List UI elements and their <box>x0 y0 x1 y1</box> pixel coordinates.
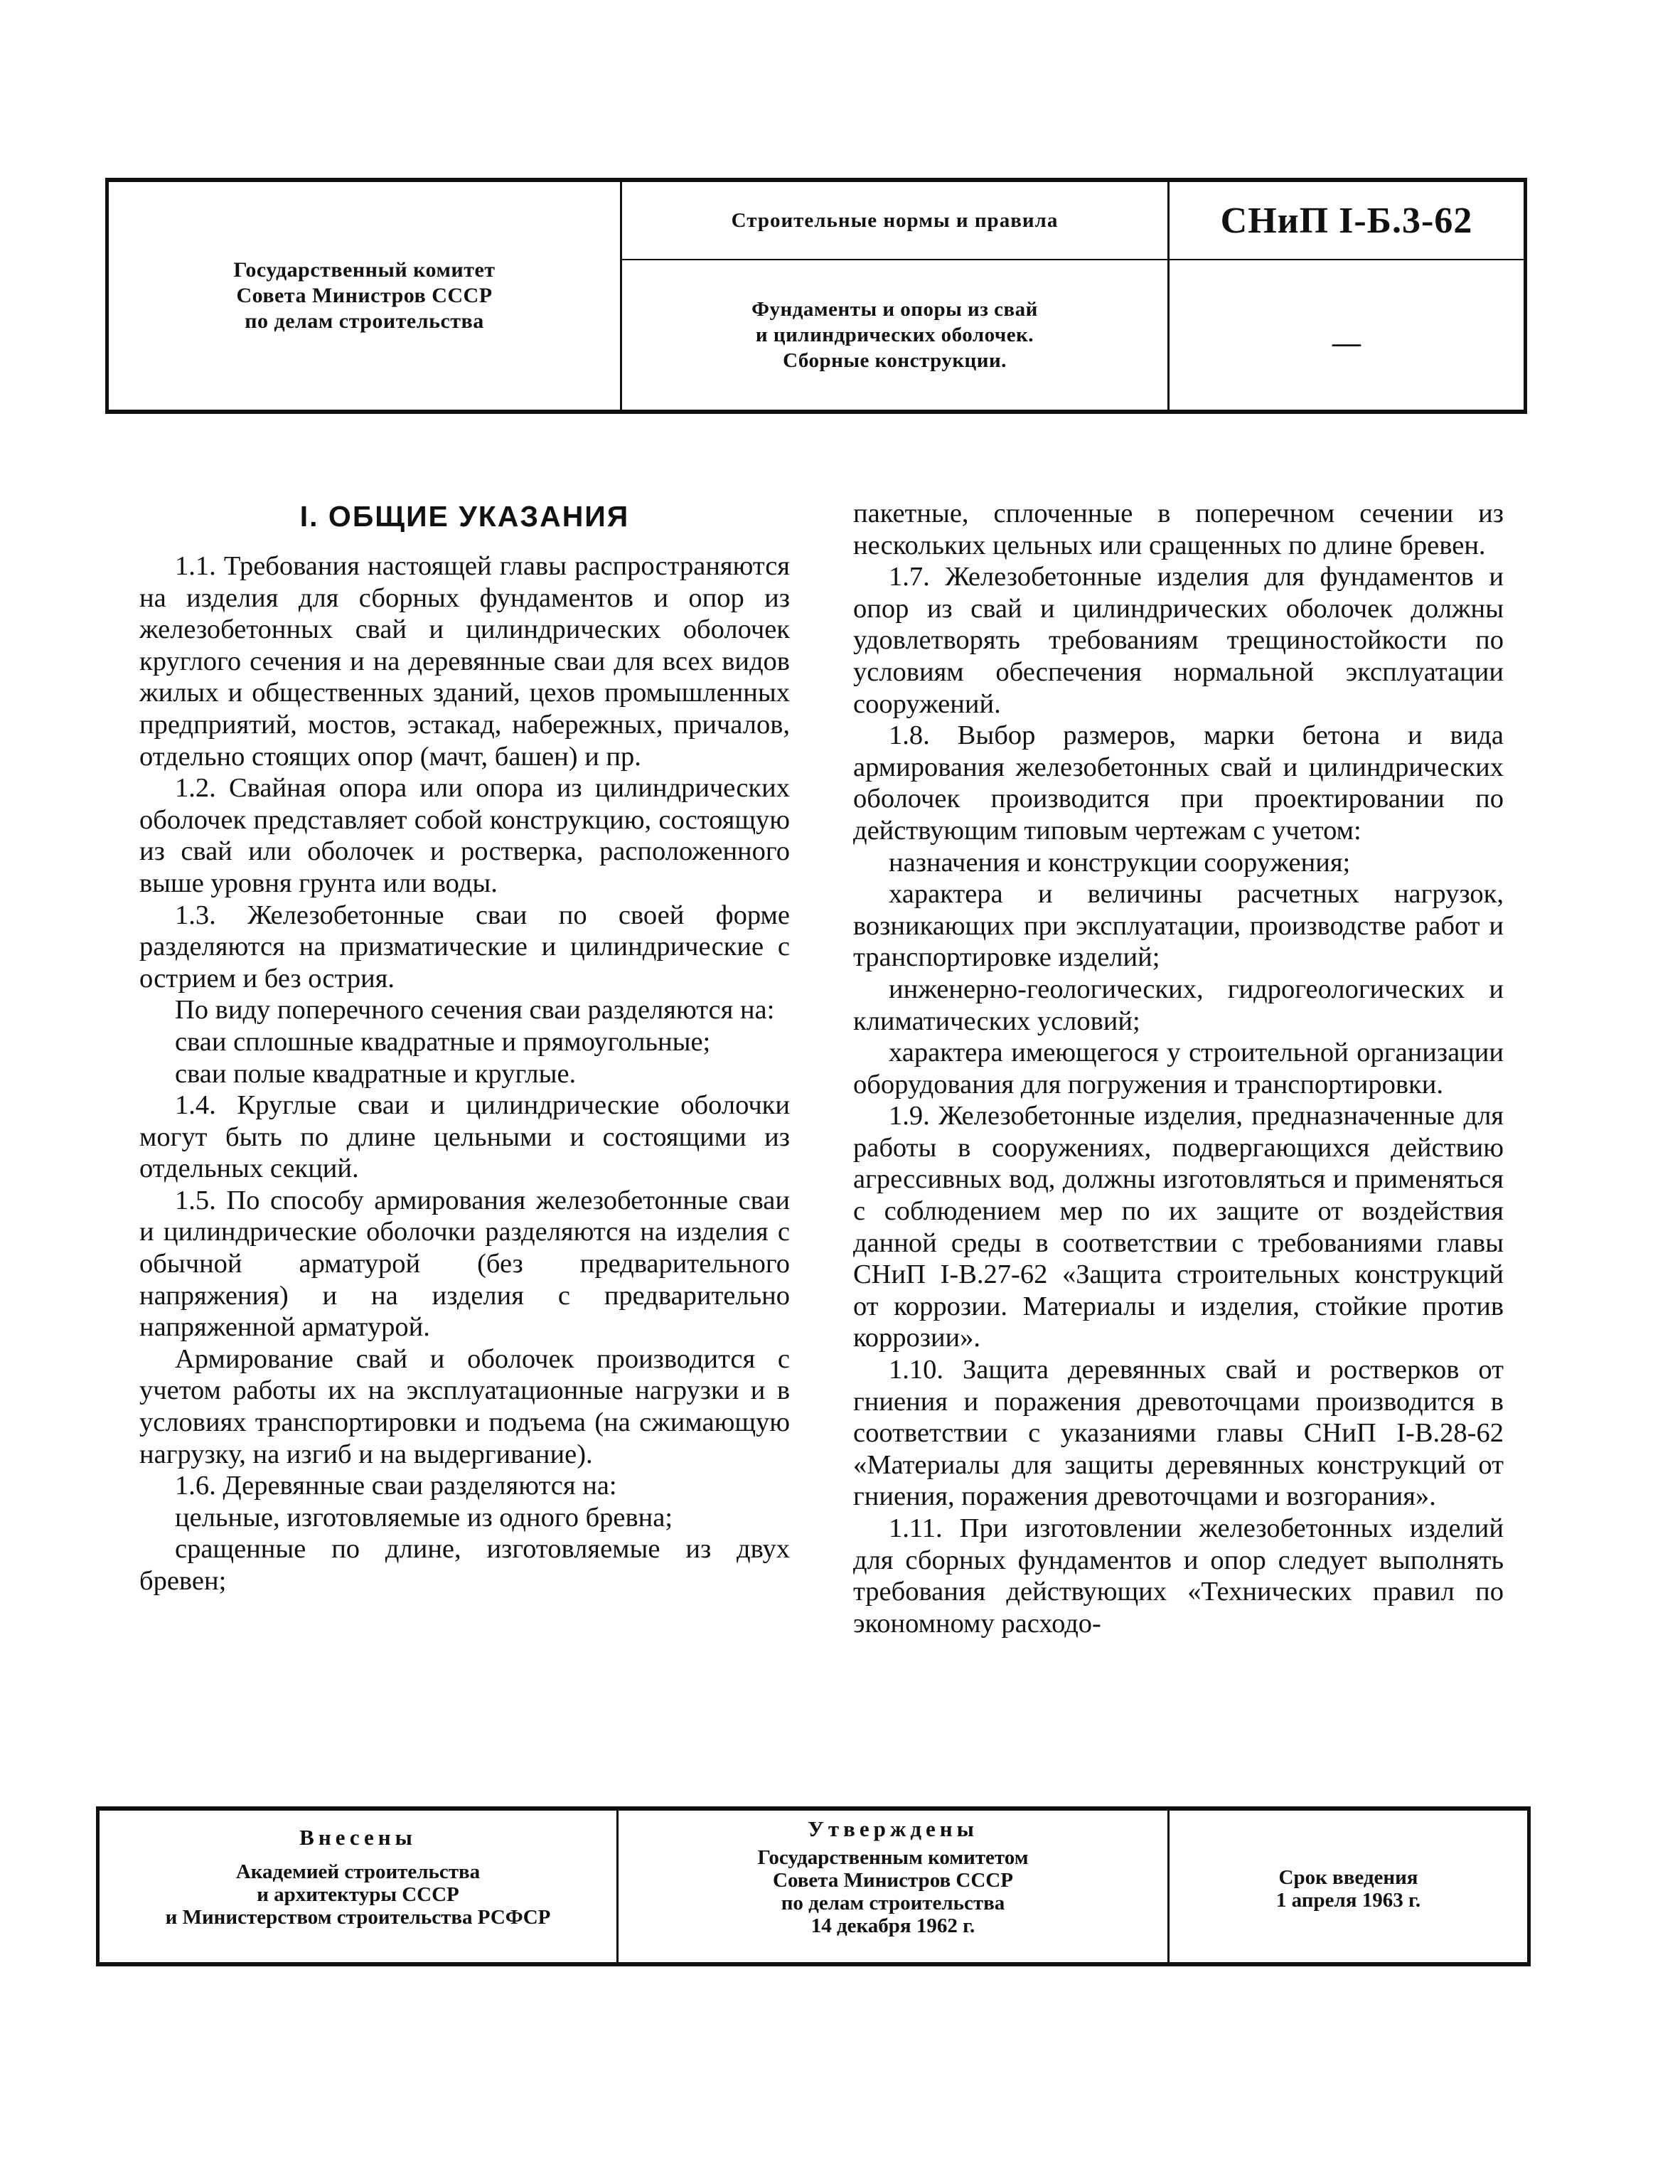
effective-date: 1 апреля 1963 г. <box>1275 1889 1421 1912</box>
submitted-heading: Внесены <box>299 1825 417 1850</box>
paragraph: 1.2. Свайная опора или опора из цилиндрических оболочек представляет собой конструкцию, состоящую из свай или оболочек и ростверка, расположенного выше уровня грунта или воды. <box>139 773 790 898</box>
approved-line: Совета Министров СССР <box>773 1869 1013 1892</box>
paragraph-continuation: пакетные, сплоченные в поперечном сечении из нескольких цельных или сращенных по длине бревен. <box>853 499 1504 560</box>
paragraph: 1.8. Выбор размеров, марки бетона и вида армирования железобетонных свай и цилиндрических оболочек производится при проектировании по действующим типовым чертежам с учетом: <box>853 720 1504 846</box>
issuing-committee-cell <box>109 182 622 410</box>
issuing-committee <box>233 257 495 334</box>
subject-line: и цилиндрических оболочек. <box>755 324 1034 346</box>
approved-by-cell <box>619 1811 1170 1962</box>
left-paragraphs <box>139 550 790 1597</box>
paragraph: сваи полые квадратные и круглые. <box>175 1058 577 1089</box>
paragraph: 1.1. Требования настоящей главы распространяются на изделия для сборных фундаментов и опор из железобетонных свай и цилиндрических оболочек круглого сечения и на деревянные сваи для всех видов жилых и общественных зданий, цехов промышленных предприятий, мостов, эстакад, набережных, причалов, отдельно стоящих опор (мачт, башен) и пр. <box>139 551 790 772</box>
norms-title-cell <box>622 182 1167 260</box>
subject-line: Фундаменты и опоры из свай <box>751 298 1038 321</box>
paragraph: инженерно-геологических, гидрогеологических и климатических условий; <box>853 974 1504 1036</box>
effective-date-cell <box>1170 1811 1527 1962</box>
paragraph: Армирование свай и оболочек производится с учетом работы их на эксплуатационные нагрузки и в условиях транспортировки и подъема (на сжимающую нагрузку, на изгиб и на выдергивание). <box>139 1343 790 1469</box>
paragraph: 1.4. Круглые сваи и цилиндрические оболочки могут быть по длине цельными и состоящими из отдельных секций. <box>139 1090 790 1184</box>
left-text-column <box>139 498 790 1597</box>
approved-heading: Утверждены <box>808 1816 978 1841</box>
paragraph: 1.10. Защита деревянных свай и ростверков от гниения и поражения древоточцами производится в соответствии с указаниями главы СНиП I-В.28-62 «Материалы для защиты деревянных конструкций от гниения, поражения древоточцами и возгорания». <box>853 1355 1504 1512</box>
paragraph: 1.3. Железобетонные сваи по своей форме разделяются на призматические и цилиндрические с острием и без острия. <box>139 900 790 994</box>
submitted-line: и архитектуры СССР <box>257 1883 459 1906</box>
paragraph: 1.9. Железобетонные изделия, предназначенные для работы в сооружениях, подвергающихся действию агрессивных вод, должны изготовляться и применяться с соблюдением мер по их защите от воздействия данной среды в соответствии с требованиями главы СНиП I-В.27-62 «Защита строительных конструкций от коррозии. Материалы и изделия, стойкие против коррозии». <box>853 1101 1504 1353</box>
paragraph: назначения и конструкции сооружения; <box>889 847 1351 878</box>
approved-line: по делам строительства <box>781 1892 1005 1914</box>
header-table <box>105 178 1527 414</box>
paragraph: характера и величины расчетных нагрузок, возникающих при эксплуатации, производстве работ и транспортировке изделий; <box>853 879 1504 973</box>
submitted-line: и Министерством строительства РСФСР <box>165 1906 551 1929</box>
paragraph: сращенные по длине, изготовляемые из двух бревен; <box>139 1534 790 1596</box>
effective-label: Срок введения <box>1278 1866 1418 1889</box>
paragraph: характера имеющегося у строительной организации оборудования для погружения и транспортировки. <box>853 1038 1504 1099</box>
title-column <box>622 182 1170 410</box>
subject-cell <box>622 260 1167 410</box>
paragraph: По виду поперечного сечения сваи разделяются на: <box>175 995 775 1026</box>
committee-line: по делам строительства <box>245 309 484 333</box>
committee-line: Совета Министров СССР <box>236 284 493 307</box>
norms-title: Строительные нормы и правила <box>731 208 1059 232</box>
document-code: СНиП I-Б.3-62 <box>1220 200 1473 241</box>
paragraph: 1.7. Железобетонные изделия для фундаментов и опор из свай и цилиндрических оболочек должны удовлетворять требованиям трещиностойкости по условиям обеспечения нормальной эксплуатации сооружений. <box>853 562 1504 719</box>
doc-code-cell <box>1170 182 1524 260</box>
approved-line: Государственным комитетом <box>757 1846 1029 1869</box>
paragraph: сваи сплошные квадратные и прямоугольные; <box>175 1026 711 1057</box>
approved-line: 14 декабря 1962 г. <box>810 1914 975 1937</box>
committee-line: Государственный комитет <box>233 258 496 282</box>
dash-cell <box>1170 260 1524 410</box>
paragraph: 1.11. При изготовлении железобетонных изделий для сборных фундаментов и опор следует выполнять требования действующих «Технических правил по экономному расходо- <box>853 1513 1504 1639</box>
section-heading: I. ОБЩИЕ УКАЗАНИЯ <box>299 500 630 533</box>
document-subject <box>751 297 1038 373</box>
code-column <box>1170 182 1524 410</box>
paragraph: 1.6. Деревянные сваи разделяются на: <box>175 1471 617 1501</box>
submitted-line: Академией строительства <box>235 1860 481 1883</box>
footer-table <box>96 1806 1531 1966</box>
dash-mark: — <box>1332 326 1361 358</box>
subject-line: Сборные конструкции. <box>783 349 1007 372</box>
right-paragraphs <box>853 561 1504 1639</box>
submitted-by-cell <box>100 1811 619 1962</box>
paragraph: 1.5. По способу армирования железобетонные сваи и цилиндрические оболочки разделяются на изделия с обычной арматурой (без предварительного напряжения) и на изделия с предварительно напряженной арматурой. <box>139 1185 790 1343</box>
paragraph: цельные, изготовляемые из одного бревна; <box>175 1502 673 1533</box>
right-text-column <box>853 498 1504 1639</box>
